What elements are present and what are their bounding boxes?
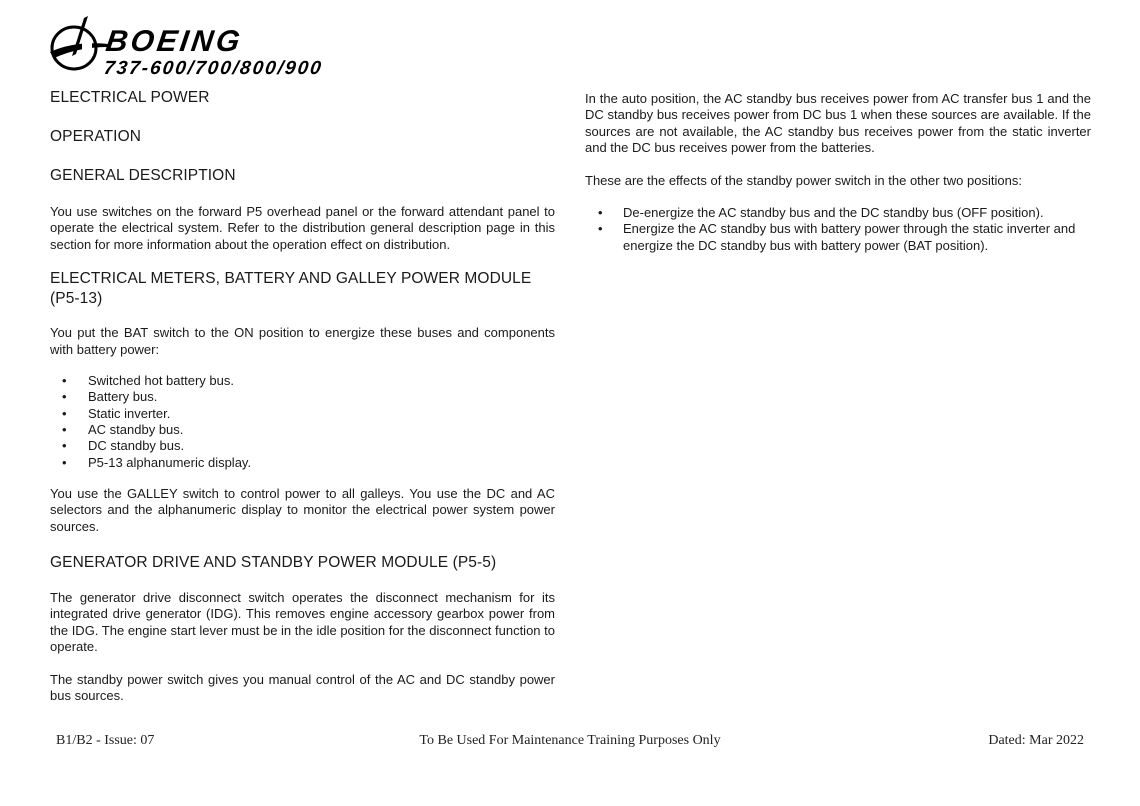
section-heading-p5-5: GENERATOR DRIVE AND STANDBY POWER MODULE (P5-5)	[50, 554, 497, 572]
auto-position-paragraph: In the auto position, the AC standby bus receives power from AC transfer bus 1 and the DC standby bus receives power from DC bus 1 when these sources are available. If the sources are not available, the AC standby bus receives power from the static inverter and the DC bus receives power from the batteries.	[585, 91, 1091, 156]
page-title: ELECTRICAL POWER	[50, 89, 210, 106]
footer-issue: B1/B2 - Issue: 07	[56, 733, 155, 748]
aircraft-model: 737-600/700/800/900	[102, 58, 325, 79]
list-item: • P5-13 alphanumeric display.	[50, 455, 555, 471]
list-item: • Battery bus.	[50, 389, 555, 405]
boeing-logo-icon	[46, 14, 110, 76]
list-item: • DC standby bus.	[50, 438, 555, 454]
p5-13-paragraph-2: You use the GALLEY switch to control power to all galleys. You use the DC and AC selectors and the alphanumeric display to monitor the electrical power system power sources.	[50, 485, 555, 534]
list-item: • Switched hot battery bus.	[50, 373, 555, 389]
list-item: • AC standby bus.	[50, 422, 555, 438]
list-item: • De-energize the AC standby bus and the DC standby bus (OFF position).	[585, 205, 1091, 221]
p5-5-paragraph-1: The generator drive disconnect switch operates the disconnect mechanism for its integrated drive generator (IDG). This removes engine accessory gearbox power from the IDG. The engine start lever must be in the idle position for the disconnect function to operate.	[50, 590, 555, 655]
standby-switch-effects-list	[585, 205, 1091, 254]
right-column	[585, 91, 1091, 254]
section-heading-general-description: GENERAL DESCRIPTION	[50, 167, 236, 184]
list-item: • Energize the AC standby bus with battery power through the static inverter and energize the DC standby bus with battery power (BAT position).	[585, 221, 1091, 254]
p5-13-paragraph-1: You put the BAT switch to the ON position to energize these buses and components with battery power:	[50, 325, 555, 357]
page-subtitle: OPERATION	[50, 128, 142, 145]
footer-notice: To Be Used For Maintenance Training Purposes Only	[419, 733, 721, 748]
footer-date: Dated: Mar 2022	[988, 733, 1084, 748]
page-footer	[56, 733, 1084, 751]
battery-bus-list	[50, 373, 555, 471]
section-heading-p5-13: ELECTRICAL METERS, BATTERY AND GALLEY POWER MODULE (P5-13)	[50, 270, 532, 308]
standby-switch-effects-intro: These are the effects of the standby power switch in the other two positions:	[585, 172, 1022, 188]
list-item: • Static inverter.	[50, 406, 555, 422]
brand-wordmark: BOEING	[103, 25, 245, 58]
left-column	[50, 88, 555, 704]
p5-5-paragraph-2: The standby power switch gives you manual control of the AC and DC standby power bus sources.	[50, 671, 555, 704]
general-description-paragraph: You use switches on the forward P5 overhead panel or the forward attendant panel to operate the electrical system. Refer to the distribution general description page in this section for more information about the operation effect on distribution.	[50, 204, 555, 252]
page-header	[46, 14, 506, 80]
